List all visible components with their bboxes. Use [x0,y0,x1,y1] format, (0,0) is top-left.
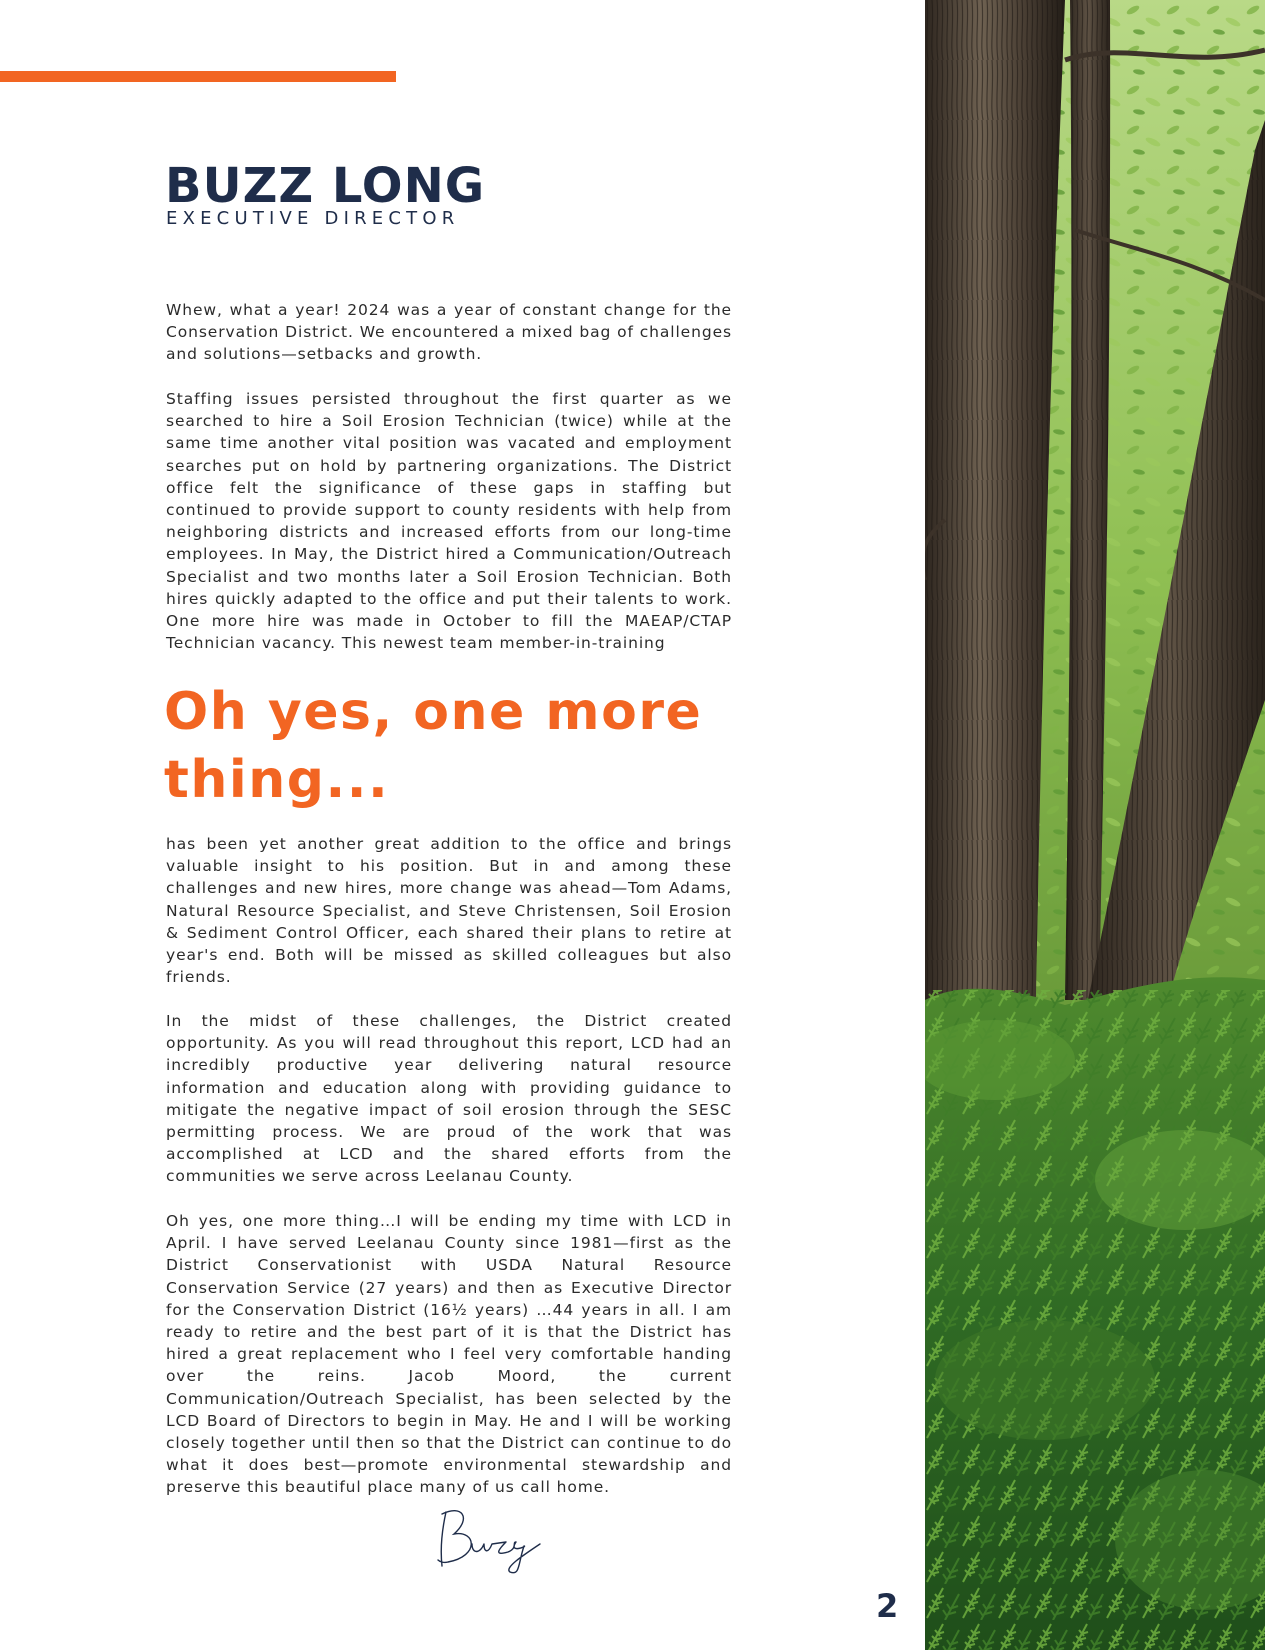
pull-quote: Oh yes, one more thing... [164,682,703,810]
letter-paragraph: Whew, what a year! 2024 was a year of constant change for the Conservation District. We encountered a mixed bag of challenges and solutions—setbacks and growth. [166,301,732,364]
letter-paragraph: has been yet another great addition to the office and brings valuable insight to his position. But in and among these challenges and new hires, more change was ahead—Tom Adams, Natural Resource Specialist, and Steve Christensen, Soil Erosion & Sediment Control Officer, each shared their plans to retire at year's end. Both will be missed as skilled colleagues but also friends. [166,835,732,987]
page-number: 2 [876,1587,899,1625]
letter-paragraph: In the midst of these challenges, the District created opportunity. As you will read throughout this report, LCD had an incredibly productive year delivering natural resource information and education along with providing guidance to mitigate the negative impact of soil erosion through the SESC permitting process. We are proud of the work that was accomplished at LCD and the shared efforts from the communities we serve across Leelanau County. [166,1012,732,1186]
letter-paragraph: Oh yes, one more thing…I will be ending my time with LCD in April. I have served Leelanau County since 1981—first as the District Conservationist with USDA Natural Resource Conservation Service (27 years) and then as Executive Director for the Conservation District (16½ years) …44 years in all. I am ready to retire and the best part of it is that the District has hired a great replacement who I feel very comfortable handing over the reins. Jacob Moord, the current Communication/Outreach Specialist, has been selected by the LCD Board of Directors to begin in May. He and I will be working closely together until then so that the District can continue to do what it does best—promote environmental stewardship and preserve this beautiful place many of us call home. [166,1212,732,1497]
forest-photo [925,0,1265,1650]
handwritten-signature [432,1500,552,1580]
accent-rule [0,71,396,82]
author-name: BUZZ LONG [165,158,486,214]
author-title: EXECUTIVE DIRECTOR [166,208,460,229]
letter-paragraph: Staffing issues persisted throughout the first quarter as we searched to hire a Soil Erosion Technician (twice) while at the same time another vital position was vacated and employment searches put on hold by partnering organizations. The District office felt the significance of these gaps in staffing but continued to provide support to county residents with help from neighboring districts and increased efforts from our long-time employees. In May, the District hired a Communication/Outreach Specialist and two months later a Soil Erosion Technician. Both hires quickly adapted to the office and put their talents to work. One more hire was made in October to fill the MAEAP/CTAP Technician vacancy. This newest team member-in-training [166,390,732,653]
